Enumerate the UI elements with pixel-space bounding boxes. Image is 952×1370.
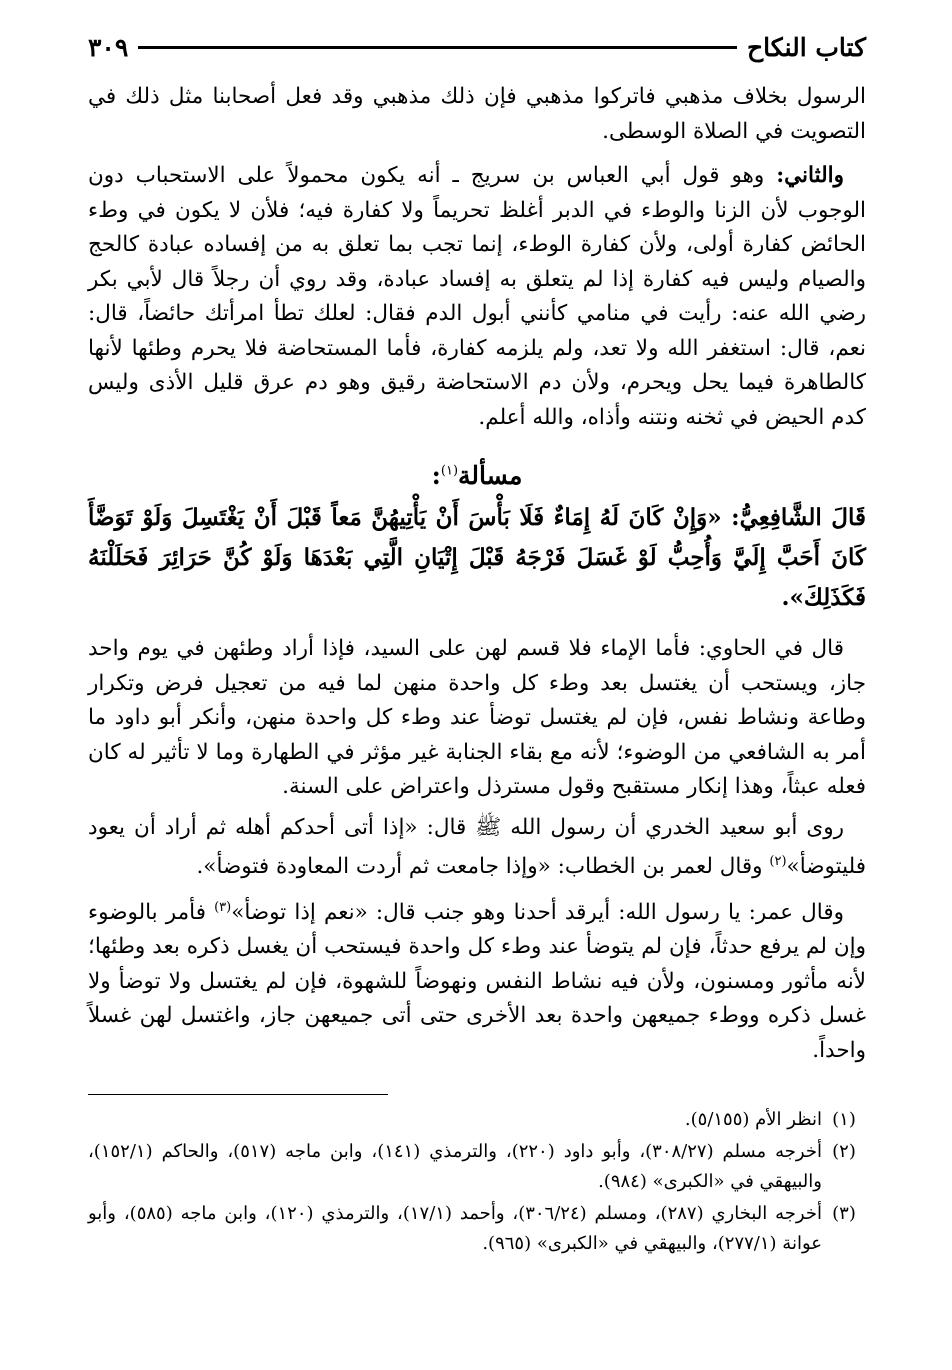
footnote-ref-1[interactable]: (١) [440, 463, 459, 479]
masala-heading-text: مسألة [458, 461, 523, 490]
footnote-ref-2[interactable]: (٢) [769, 854, 787, 869]
masala-heading [88, 461, 866, 490]
paragraph-4-text-a: روى أبو سعيد الخدري أن رسول الله ﷺ قال: «إذا أتى أحدكم أهله ثم أراد أن يعود فليتوضأ» [88, 814, 866, 880]
paragraph-3: قال في الحاوي: فأما الإماء فلا قسم لهن على السيد، فإذا أراد وطئهن في يوم واحد جاز، ويستحب أن يغتسل بعد وطء كل واحدة منهن لما فيه من تعجيل فرض وتكرار وطاعة ونشاط نفس، فإن لم يغتسل توضأ عند وطء كل واحدة منهن، وأنكر أبو داود ما أمر به الشافعي من الوضوء؛ لأنه مع بقاء الجنابة غير مؤثر في الطهارة وما لا تأثير له كان فعله عبثاً، وهذا إنكار مستقبح وقول مسترذل واعتراض على السنة. [88, 636, 866, 799]
paragraph-5 [88, 891, 866, 1069]
paragraph-1: الرسول بخلاف مذهبي فاتركوا مذهبي فإن ذلك مذهبي وقد فعل أصحابنا مثل ذلك في التصويت في الصلاة الوسطى. [88, 84, 866, 144]
page-number: ٣٠٩ [88, 32, 129, 62]
paragraph-2-text: وهو قول أبي العباس بن سريج ـ أنه يكون محمولاً على الاستحباب دون الوجوب لأن الزنا والوطء في الدبر أغلظ تحريماً ولا كفارة فيه؛ فلأن لا يكون في وطء الحائض كفارة أولى، ولأن كفارة الوطء، إنما تجب بما تعلق به من إفساده عبادة كالحج والصيام وليس فيه كفارة إذا لم يتعلق به إفساد عبادة، وقد روي أن رجلاً قال لأبي بكر رضي الله عنه: رأيت في منامي كأنني أبول الدم فقال: لعلك تطأ امرأتك حائضاً، قال: نعم، قال: استغفر الله ولا تعد، ولم يلزمه كفارة، فأما المستحاضة فلا يحرم وطئها لأنها كالطاهرة فيما يحل ويحرم، ولأن دم الاستحاضة رقيق وهو دم عرق قليل الأذى وليس كدم الحيض في ثخنه ونتنه وأذاه، والله أعلم. [88, 163, 866, 430]
shafii-quote: قَالَ الشَّافِعِيُّ: «وَإِنْ كَانَ لَهُ إِمَاءٌ فَلَا بَأْسَ أَنْ يَأْتِيهُنَّ مَعاً قَبْلَ أَنْ يَغْتَسِلَ وَلَوْ تَوَضَّأَ كَانَ أَحَبَّ إِلَيَّ وَأُحِبُّ لَوْ غَسَلَ فَرْجَهُ قَبْلَ إِتْيَانِ الَّتِي بَعْدَهَا وَلَوْ كُنَّ حَرَائِرَ فَحَلَلْنَهُ فَكَذَلِكَ». [88, 504, 866, 611]
masala-heading-colon: : [431, 461, 441, 490]
footnote-item [88, 1199, 866, 1259]
paragraph-4 [88, 811, 866, 885]
footnote-text: أخرجه البخاري (٢٨٧)، ومسلم (٣٠٦/٢٤)، وأحمد (١٧/١)، والترمذي (١٢٠)، وابن ماجه (٥٨٥)، وأبو عوانة (٢٧٧/١)، والبيهقي في «الكبرى» (٩٦٥). [88, 1203, 822, 1255]
paragraph-5-text-b: فأمر بالوضوء وإن لم يرفع حدثاً، فإن لم يتوضأ عند وطء كل واحدة فيستحب أن يغسل ذكره بعد وطئها؛ لأنه مأثور ومسنون، ولأن فيه نشاط النفس ونهوضاً للشهوة، فإن لم يغتسل ولا توضأ ولا غسل ذكره ووطء جميعهن واحدة بعد الأخرى حتى أتى جميعهن جاز، واغتسل لهن غسلاً واحداً. [88, 899, 866, 1063]
paragraph-5-text-a: وقال عمر: يا رسول الله: أيرقد أحدنا وهو جنب قال: «نعم إذا توضأ» [231, 899, 844, 925]
paragraph-2 [88, 159, 866, 435]
footnote-separator [88, 1094, 388, 1095]
chapter-title: كتاب النكاح [747, 32, 866, 62]
footnote-number: (٢) [832, 1141, 856, 1163]
footnote-item [88, 1137, 866, 1197]
paragraph-4-text-b: وقال لعمر بن الخطاب: «وإذا جامعت ثم أردت المعاودة فتوضأ». [196, 854, 770, 880]
header-rule [138, 46, 737, 49]
footnote-ref-3[interactable]: (٣) [214, 899, 232, 915]
footnote-text: أخرجه مسلم (٣٠٨/٢٧)، وأبو داود (٢٢٠)، والترمذي (١٤١)، وابن ماجه (٥١٧)، والحاكم (١٥٢/١)، والبيهقي في «الكبرى» (٩٨٤). [88, 1141, 822, 1193]
book-page [88, 22, 866, 1261]
footnote-item [88, 1105, 866, 1135]
footnote-number: (١) [832, 1109, 856, 1131]
footnotes [88, 1105, 866, 1259]
footnote-number: (٣) [832, 1203, 856, 1225]
footnote-text: انظر الأم (٥/١٥٥). [684, 1109, 822, 1131]
paragraph-2-lead: والثاني: [776, 163, 844, 188]
running-header [88, 22, 866, 72]
